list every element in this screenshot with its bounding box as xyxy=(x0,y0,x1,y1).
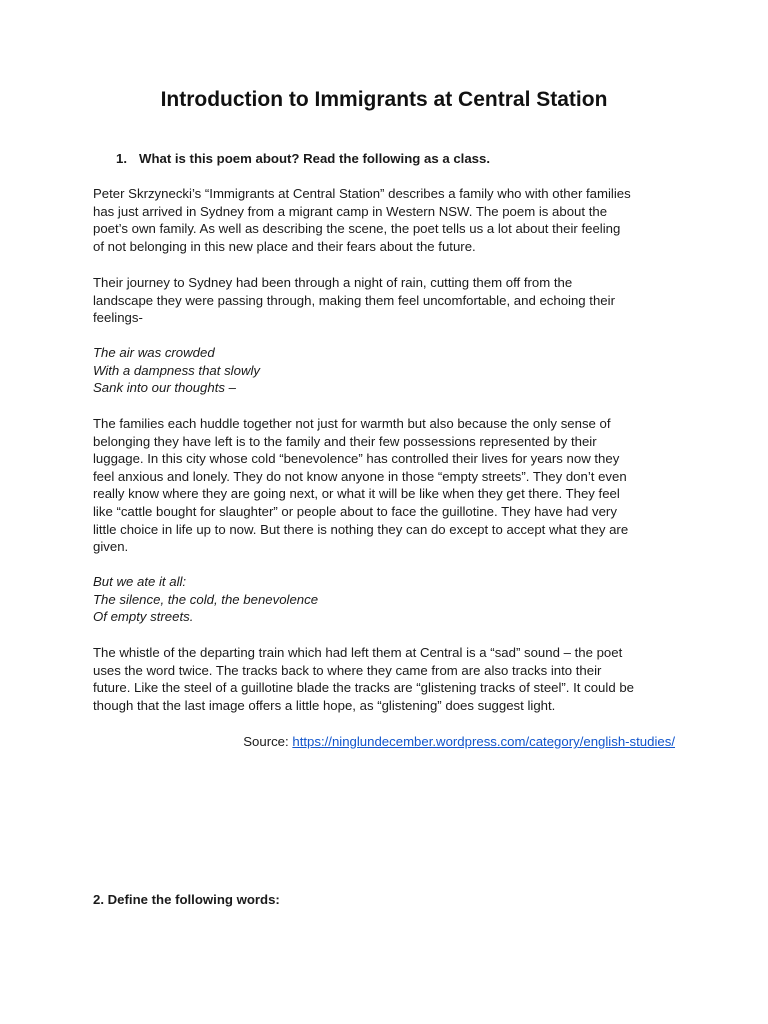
text-line: little choice in life up to now. But there is nothing they can do except to accept what they are xyxy=(93,521,629,537)
text-line: belonging they have left is to the family and their few possessions represented by their xyxy=(93,433,597,449)
poem-line: Of empty streets. xyxy=(93,609,194,625)
text-line: like “cattle bought for slaughter” or people about to face the guillotine. They have had very xyxy=(93,503,617,519)
text-line: really know where they are going next, or what it will be like when they get there. They feel xyxy=(93,486,620,502)
poem-excerpt-2 xyxy=(93,573,318,626)
text-line: The families each huddle together not just for warmth but also because the only sense of xyxy=(93,416,611,431)
poem-line: Sank into our thoughts – xyxy=(93,380,236,396)
text-line: Their journey to Sydney had been through a night of rain, cutting them off from the xyxy=(93,275,573,290)
text-line: has just arrived in Sydney from a migrant camp in Western NSW. The poem is about the xyxy=(93,203,608,219)
text-line: luggage. In this city whose cold “benevolence” has controlled their lives for years now they xyxy=(93,451,620,467)
text-line: The whistle of the departing train which had left them at Central is a “sad” sound – the poet xyxy=(93,645,623,660)
poem-line: The silence, the cold, the benevolence xyxy=(93,591,319,607)
text-line: uses the word twice. The tracks back to where they came from are also tracks into their xyxy=(93,662,602,678)
poem-line: With a dampness that slowly xyxy=(93,362,260,378)
text-line: poet’s own family. As well as describing the scene, the poet tells us a lot about their feeling xyxy=(93,221,621,237)
poem-excerpt-1 xyxy=(93,344,260,397)
question-1-number: 1. xyxy=(116,151,127,166)
source-link[interactable]: https://ninglundecember.wordpress.com/category/english-studies/ xyxy=(292,734,675,749)
source-label: Source: xyxy=(243,734,293,749)
paragraph-families xyxy=(93,415,628,556)
poem-line: But we ate it all: xyxy=(93,574,187,589)
text-line: Peter Skrzynecki’s “Immigrants at Central Station” describes a family who with other families xyxy=(93,186,631,201)
poem-line: The air was crowded xyxy=(93,345,215,360)
paragraph-intro xyxy=(93,185,631,255)
document-title: Introduction to Immigrants at Central Station xyxy=(160,88,608,111)
text-line: though that the last image offers a little hope, as “glistening” does suggest light. xyxy=(93,697,556,713)
text-line: landscape they were passing through, making them feel uncomfortable, and echoing their xyxy=(93,292,615,308)
source-citation xyxy=(243,733,675,751)
paragraph-train xyxy=(93,644,634,714)
text-line: future. Like the steel of a guillotine blade the tracks are “glistening tracks of steel”. It could be xyxy=(93,680,634,696)
text-line: given. xyxy=(93,539,129,555)
question-1-text: What is this poem about? Read the following as a class. xyxy=(139,151,490,166)
paragraph-journey xyxy=(93,274,615,327)
question-1 xyxy=(116,150,490,168)
question-2: 2. Define the following words: xyxy=(93,892,280,907)
text-line: of not belonging in this new place and their fears about the future. xyxy=(93,238,476,254)
text-line: feel anxious and lonely. They do not know anyone in those “empty streets”. They don’t even xyxy=(93,468,627,484)
text-line: feelings- xyxy=(93,310,143,326)
